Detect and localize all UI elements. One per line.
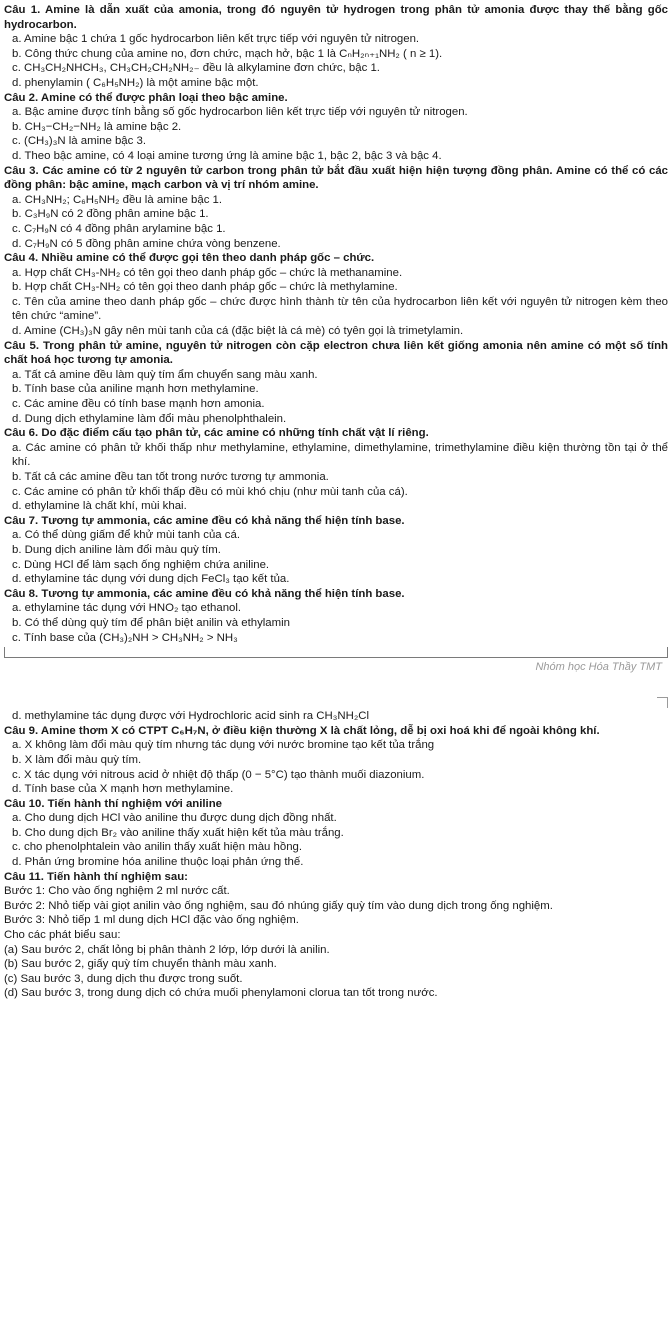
answer-option: c. CH₃CH₂NHCH₃, CH₃CH₂CH₂NH₂₋ đều là alkylamine đơn chức, bậc 1. [12, 62, 380, 75]
body-text: Cho các phát biểu sau: [4, 929, 121, 942]
question-heading: Câu 6. Do đặc điểm cấu tạo phân tử, các amine có những tính chất vật lí riêng. [4, 427, 429, 440]
question-heading: Câu 7. Tương tự ammonia, các amine đều có khả năng thể hiện tính base. [4, 514, 405, 527]
answer-option: d. C₇H₉N có 5 đồng phân amine chứa vòng benzene. [12, 237, 281, 250]
answer-option: b. Tính base của aniline mạnh hơn methylamine. [12, 383, 259, 396]
page-corner-next [657, 697, 668, 708]
question-heading: Câu 9. Amine thơm X có CTPT C₆H₇N, ở điều kiện thường X là chất lỏng, dễ bị oxi hoá khi để ngoài không khí. [4, 724, 600, 737]
question-heading: Câu 3. Các amine có từ 2 nguyên tử carbon trong phân tử bắt đầu xuất hiện hiện tượng đồng phân. Amine có thể có các đồng phân: bậc amine, mạch carbon và vị trí nhóm amine. [4, 164, 668, 192]
question-heading: Câu 5. Trong phân tử amine, nguyên tử nitrogen còn cặp electron chưa liên kết giống amonia nên amine có một số tính chất hoá học tương tự amonia. [4, 339, 668, 367]
page-corner-right [667, 647, 668, 657]
body-text: (a) Sau bước 2, chất lỏng bị phân thành 2 lớp, lớp dưới là anilin. [4, 943, 330, 956]
body-text: Bước 2: Nhỏ tiếp vài giọt anilin vào ống nghiệm, sau đó nhúng giấy quỳ tím vào dung dịch trong ống nghiệm. [4, 899, 553, 912]
answer-option: d. Phản ứng bromine hóa aniline thuộc loại phản ứng thế. [12, 856, 304, 869]
answer-option: b. C₃H₉N có 2 đồng phân amine bậc 1. [12, 208, 209, 221]
answer-option: b. Công thức chung của amine no, đơn chức, mạch hở, bậc 1 là CₙH₂ₙ₊₁NH₂ ( n ≥ 1). [12, 47, 443, 60]
answer-option: c. Tính base của (CH₃)₂NH > CH₃NH₂ > NH₃ [12, 631, 238, 644]
answer-option: b. Cho dung dịch Br₂ vào aniline thấy xuất hiện kết tủa màu trắng. [12, 826, 344, 839]
answer-option: d. Amine (CH₃)₃N gây nên mùi tanh của cá (đặc biệt là cá mè) có tyên gọi là trimetylamin. [12, 325, 464, 338]
answer-option: d. Tính base của X mạnh hơn methylamine. [12, 783, 234, 796]
answer-option: b. Hợp chất CH₃-NH₂ có tên gọi theo danh pháp gốc – chức là methylamine. [12, 281, 398, 294]
answer-option: d. Dung dịch ethylamine làm đổi màu phenolphthalein. [12, 412, 287, 425]
answer-option: d. ethylamine là chất khí, mùi khai. [12, 500, 187, 513]
question-heading: Câu 2. Amine có thể được phân loại theo bậc amine. [4, 91, 288, 104]
question-heading: Câu 4. Nhiều amine có thể được gọi tên theo danh pháp gốc – chức. [4, 252, 375, 265]
body-text: (c) Sau bước 3, dung dịch thu được trong suốt. [4, 972, 243, 985]
watermark-text: Nhóm học Hóa Thầy TMT [535, 661, 662, 674]
answer-option: d. phenylamin ( C₆H₅NH₂) là một amine bậc một. [12, 76, 259, 89]
page-divider-line [4, 657, 668, 658]
page-break [4, 645, 668, 709]
body-text: Bước 3: Nhỏ tiếp 1 ml dung dịch HCl đặc vào ống nghiệm. [4, 914, 299, 927]
body-text: (d) Sau bước 3, trong dung dịch có chứa muối phenylamoni clorua tan tốt trong nước. [4, 987, 438, 1000]
answer-option: a. ethylamine tác dụng với HNO₂ tạo ethanol. [12, 602, 242, 615]
questions-part-2 [4, 709, 668, 1001]
question-heading: Câu 8. Tương tự ammonia, các amine đều có khả năng thể hiện tính base. [4, 587, 405, 600]
answer-option: a. Hợp chất CH₃-NH₂ có tên gọi theo danh pháp gốc – chức là methanamine. [12, 266, 403, 279]
answer-option: a. Amine bậc 1 chứa 1 gốc hydrocarbon liên kết trực tiếp với nguyên tử nitrogen. [12, 33, 420, 46]
answer-option: d. ethylamine tác dụng với dung dịch FeCl₃ tạo kết tủa. [12, 573, 290, 586]
answer-option: b. Tất cả các amine đều tan tốt trong nước tương tự ammonia. [12, 471, 329, 483]
answer-option: a. Tất cả amine đều làm quỳ tím ẩm chuyển sang màu xanh. [12, 368, 318, 381]
answer-option: b. Dung dịch aniline làm đổi màu quỳ tím. [12, 543, 221, 556]
body-text: (b) Sau bước 2, giấy quỳ tím chuyển thành màu xanh. [4, 958, 277, 971]
answer-option: a. Bậc amine được tính bằng số gốc hydrocarbon liên kết trực tiếp với nguyên tử nitrogen. [12, 106, 468, 119]
answer-option: b. X làm đổi màu quỳ tím. [12, 753, 142, 766]
page-corner-left [4, 647, 5, 657]
answer-option: c. cho phenolphtalein vào anilin thấy xuất hiện màu hồng. [12, 841, 303, 854]
answer-option: a. X không làm đổi màu quỳ tím nhưng tác dụng với nước bromine tạo kết tủa trắng [12, 739, 435, 752]
answer-option: a. CH₃NH₂; C₆H₅NH₂ đều là amine bậc 1. [12, 193, 223, 206]
answer-option: c. X tác dụng với nitrous acid ở nhiệt độ thấp (0 − 5°C) tạo thành muối diazonium. [12, 768, 425, 781]
question-heading: Câu 10. Tiến hành thí nghiệm với aniline [4, 797, 223, 810]
answer-option: a. Có thể dùng giấm để khử mùi tanh của cá. [12, 529, 240, 542]
answer-option: b. CH₃−CH₂−NH₂ là amine bậc 2. [12, 120, 182, 133]
answer-option: c. Các amine đều có tính base mạnh hơn amonia. [12, 398, 265, 411]
answer-option: a. Các amine có phân tử khối thấp như methylamine, ethylamine, dimethylamine, trimethylamine điều kiện thường tồn tại ở thể khí. [12, 441, 668, 469]
answer-option: c. Tên của amine theo danh pháp gốc – chức được hình thành từ tên của hydrocarbon liên kết với nguyên tử nitrogen kèm theo tên chức “amine”. [12, 295, 668, 323]
answer-option: a. Cho dung dịch HCl vào aniline thu được dung dịch đồng nhất. [12, 812, 337, 825]
answer-option: c. (CH₃)₃N là amine bậc 3. [12, 135, 146, 148]
questions-part-1 [4, 3, 668, 645]
question-heading: Câu 1. Amine là dẫn xuất của amonia, trong đó nguyên tử hydrogen trong phân tử amonia được thay thế bằng gốc hydrocarbon. [4, 4, 668, 31]
question-heading: Câu 11. Tiến hành thí nghiệm sau: [4, 870, 188, 883]
answer-option: b. Có thể dùng quỳ tím để phân biệt anilin và ethylamin [12, 616, 290, 629]
answer-option: c. Các amine có phân tử khối thấp đều có mùi khó chịu (như mùi tanh của cá). [12, 485, 408, 498]
body-text: Bước 1: Cho vào ống nghiệm 2 ml nước cất. [4, 885, 230, 898]
answer-option: d. Theo bậc amine, có 4 loại amine tương ứng là amine bậc 1, bậc 2, bậc 3 và bậc 4. [12, 149, 442, 162]
answer-option: d. methylamine tác dụng được với Hydrochloric acid sinh ra CH₃NH₂Cl [12, 710, 370, 723]
answer-option: c. C₇H₉N có 4 đồng phân arylamine bậc 1. [12, 222, 226, 235]
answer-option: c. Dùng HCl để làm sạch ống nghiệm chứa aniline. [12, 558, 270, 571]
worksheet-content [4, 3, 668, 1001]
